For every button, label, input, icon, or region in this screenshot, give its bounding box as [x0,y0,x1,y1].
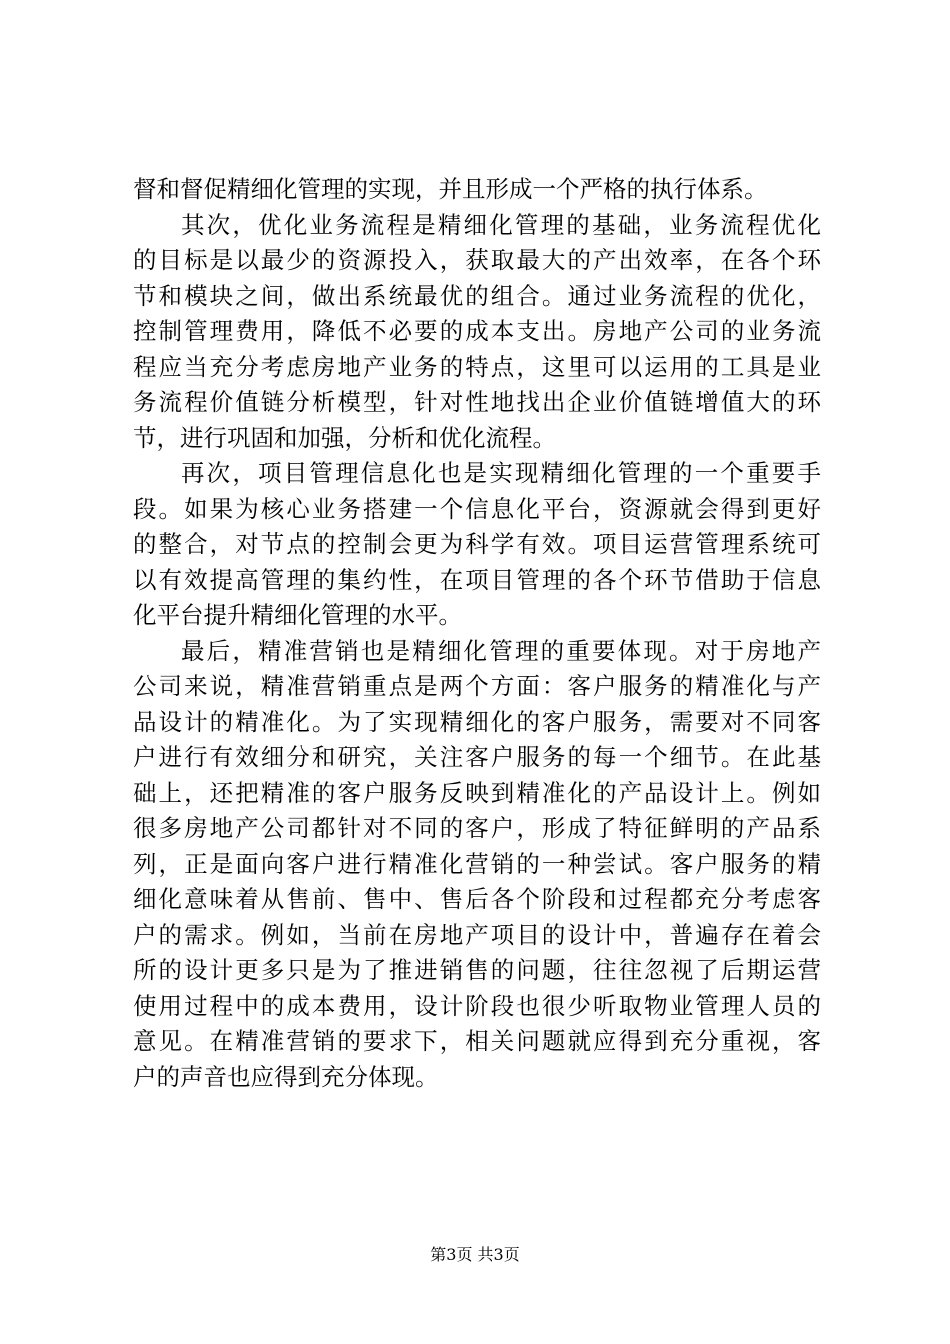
text-line: 户的需求。例如，当前在房地产项目的设计中，普遍存在着会 [133,920,821,949]
text-line: 础上，还把精准的客户服务反映到精准化的产品设计上。例如 [133,778,821,807]
text-line: 公司来说，精准营销重点是两个方面：客户服务的精准化与产 [133,672,821,700]
text-line: 最后，精准营销也是精细化管理的重要体现。对于房地产 [181,636,821,665]
paragraph [133,456,821,634]
text-line: 细化意味着从售前、售中、售后各个阶段和过程都充分考虑客 [133,885,821,913]
text-line: 督和督促精细化管理的实现，并且形成一个严格的执行体系。 [133,175,768,203]
page-footer: 第3页 共3页 [430,1245,520,1264]
paragraph [133,208,821,457]
text-line: 以有效提高管理的集约性，在项目管理的各个环节借助于信息 [133,565,821,594]
text-line: 意见。在精准营销的要求下，相关问题就应得到充分重视，客 [133,1027,821,1055]
text-line: 列，正是面向客户进行精准化营销的一种尝试。客户服务的精 [133,849,821,878]
text-line: 户的声音也应得到充分体现。 [133,1062,439,1091]
text-line: 务流程价值链分析模型，针对性地找出企业价值链增值大的环 [133,388,821,416]
text-line: 段。如果为核心业务搭建一个信息化平台，资源就会得到更好 [133,494,821,523]
text-line: 节和模块之间，做出系统最优的组合。通过业务流程的优化， [133,281,821,310]
text-line: 所的设计更多只是为了推进销售的问题，往往忽视了后期运营 [133,956,821,984]
text-line: 使用过程中的成本费用，设计阶段也很少听取物业管理人员的 [133,991,821,1020]
text-line: 很多房地产公司都针对不同的客户，形成了特征鲜明的产品系 [133,814,821,842]
text-line: 节，进行巩固和加强，分析和优化流程。 [133,423,556,452]
text-line: 再次，项目管理信息化也是实现精细化管理的一个重要手 [181,459,821,487]
text-line: 的整合，对节点的控制会更为科学有效。项目运营管理系统可 [133,530,821,558]
body-text [133,172,821,1095]
text-line: 控制管理费用，降低不必要的成本支出。房地产公司的业务流 [133,317,821,345]
text-line: 其次，优化业务流程是精细化管理的基础，业务流程优化 [181,210,821,239]
text-line: 的目标是以最少的资源投入，获取最大的产出效率，在各个环 [133,246,821,274]
paragraph [133,634,821,1096]
text-line: 品设计的精准化。为了实现精细化的客户服务，需要对不同客 [133,707,821,736]
text-line: 程应当充分考虑房地产业务的特点，这里可以运用的工具是业 [133,352,821,381]
text-line: 化平台提升精细化管理的水平。 [133,601,462,629]
paragraph [133,172,821,208]
text-line: 户进行有效细分和研究，关注客户服务的每一个细节。在此基 [133,743,821,771]
